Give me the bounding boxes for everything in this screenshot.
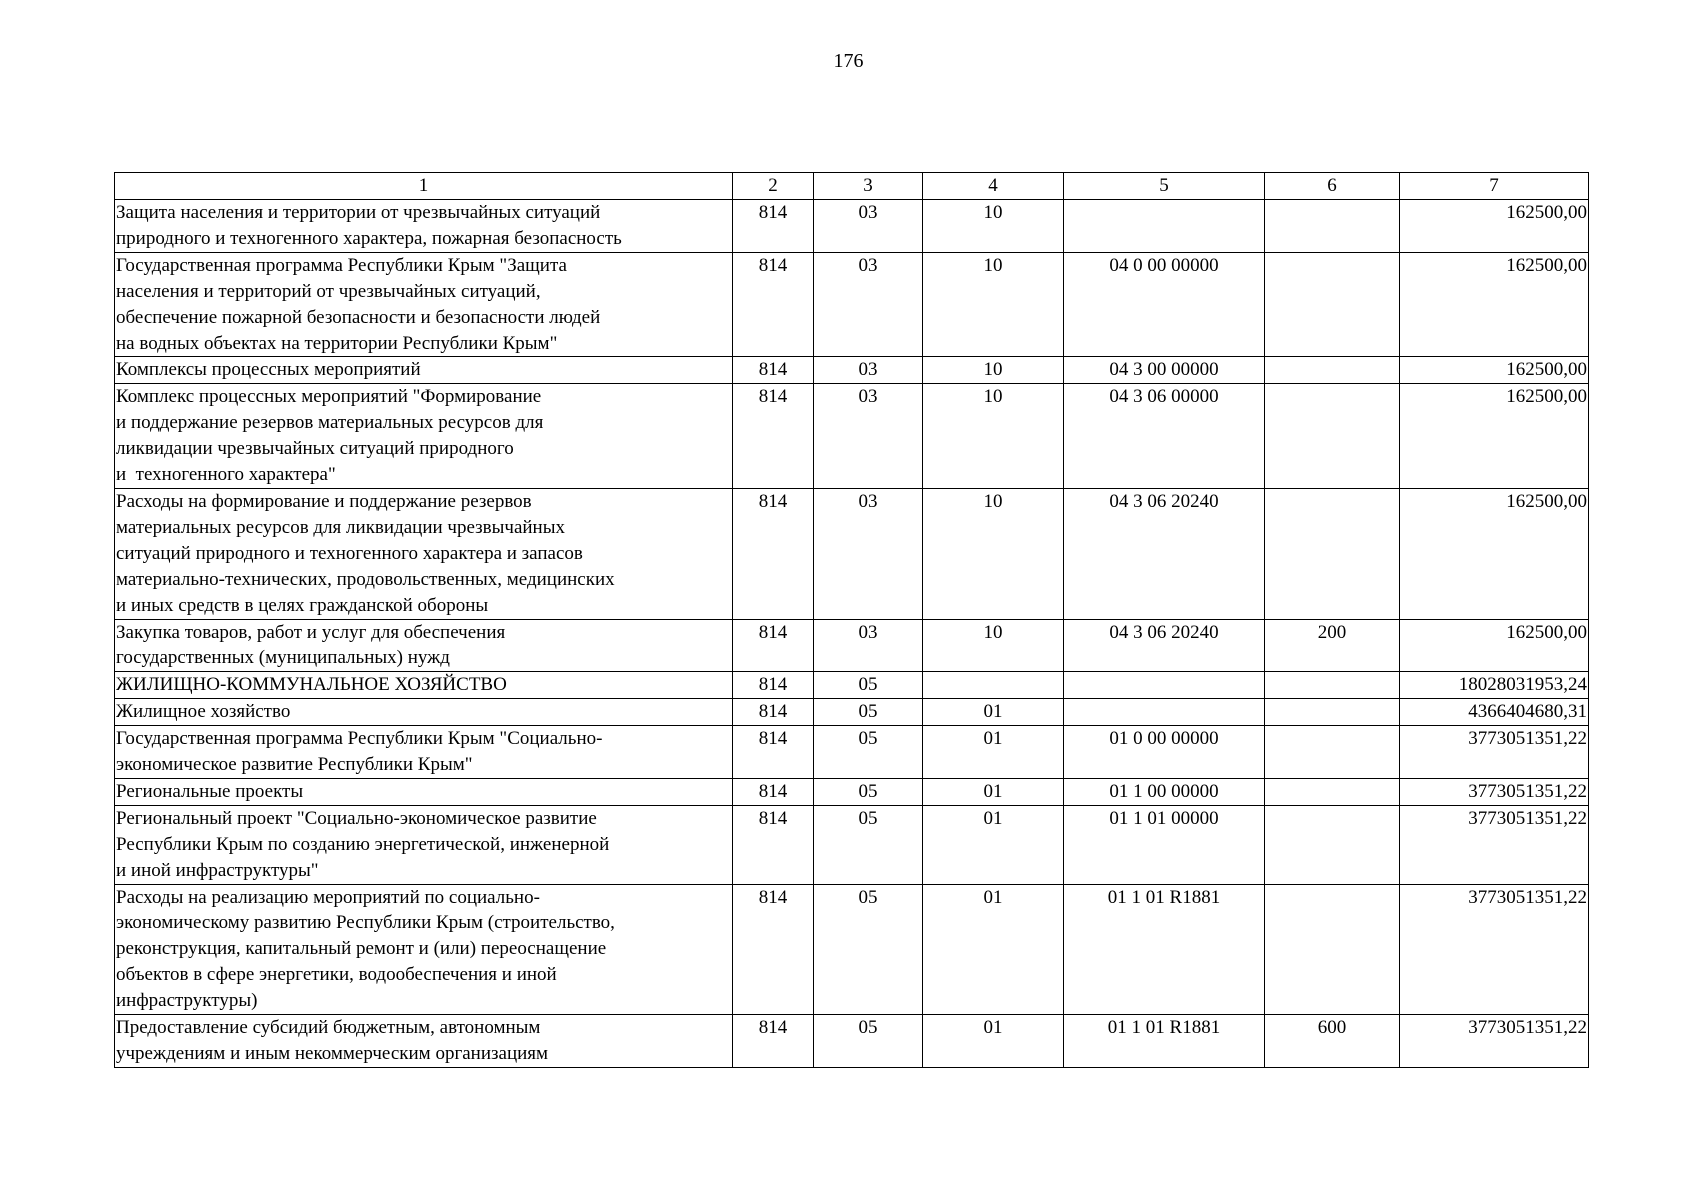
row-name-line: и иных средств в целях гражданской обороны xyxy=(116,594,489,616)
row-name xyxy=(115,252,733,357)
row-ministry-code: 814 xyxy=(733,699,814,726)
row-target-article-code: 01 1 01 R1881 xyxy=(1064,884,1265,1015)
row-name-line: на водных объектах на территории Республики Крым" xyxy=(116,332,558,354)
row-amount: 162500,00 xyxy=(1400,619,1589,672)
row-target-article-code: 04 3 06 00000 xyxy=(1064,384,1265,489)
row-name-line: экономическому развитию Республики Крым (строительство, xyxy=(116,912,615,934)
row-subsection-code: 01 xyxy=(923,805,1064,884)
row-target-article-code: 04 3 06 20240 xyxy=(1064,488,1265,619)
row-subsection-code: 01 xyxy=(923,884,1064,1015)
header-col-5: 5 xyxy=(1064,173,1265,200)
row-name xyxy=(115,699,733,726)
table-row xyxy=(115,726,1589,779)
row-name-line: Государственная программа Республики Крым "Социально- xyxy=(116,728,603,750)
row-target-article-code: 01 1 01 R1881 xyxy=(1064,1015,1265,1068)
table-row xyxy=(115,488,1589,619)
row-name-line: ликвидации чрезвычайных ситуаций природного xyxy=(116,438,514,460)
row-section-code: 03 xyxy=(814,384,923,489)
row-name xyxy=(115,357,733,384)
row-name-line: Республики Крым по созданию энергетической, инженерной xyxy=(116,833,610,855)
row-name-line: и иной инфраструктуры" xyxy=(116,859,319,881)
row-name-line: и поддержание резервов материальных ресурсов для xyxy=(116,412,544,434)
row-expense-type-code xyxy=(1265,699,1400,726)
row-ministry-code: 814 xyxy=(733,1015,814,1068)
row-target-article-code: 01 1 01 00000 xyxy=(1064,805,1265,884)
row-subsection-code: 10 xyxy=(923,200,1064,253)
row-expense-type-code xyxy=(1265,672,1400,699)
table-row xyxy=(115,884,1589,1015)
table-row xyxy=(115,672,1589,699)
table-row xyxy=(115,252,1589,357)
table-row xyxy=(115,384,1589,489)
row-section-code: 03 xyxy=(814,488,923,619)
row-subsection-code: 01 xyxy=(923,1015,1064,1068)
row-name xyxy=(115,1015,733,1068)
row-name-line: реконструкция, капитальный ремонт и (или) переоснащение xyxy=(116,938,607,960)
row-expense-type-code xyxy=(1265,252,1400,357)
row-target-article-code xyxy=(1064,200,1265,253)
row-ministry-code: 814 xyxy=(733,357,814,384)
row-name-line: Жилищное хозяйство xyxy=(116,701,291,723)
row-name-line: Защита населения и территории от чрезвычайных ситуаций xyxy=(116,202,601,223)
row-name-line: экономическое развитие Республики Крым" xyxy=(116,754,473,776)
row-ministry-code: 814 xyxy=(733,778,814,805)
row-expense-type-code: 200 xyxy=(1265,619,1400,672)
header-col-1: 1 xyxy=(115,173,733,200)
row-name-line: Региональный проект "Социально-экономическое развитие xyxy=(116,807,597,829)
row-name xyxy=(115,778,733,805)
row-target-article-code: 01 0 00 00000 xyxy=(1064,726,1265,779)
row-ministry-code: 814 xyxy=(733,488,814,619)
row-amount: 162500,00 xyxy=(1400,384,1589,489)
row-ministry-code: 814 xyxy=(733,726,814,779)
row-expense-type-code xyxy=(1265,884,1400,1015)
row-ministry-code: 814 xyxy=(733,805,814,884)
row-amount: 162500,00 xyxy=(1400,200,1589,253)
row-ministry-code: 814 xyxy=(733,884,814,1015)
row-target-article-code: 04 3 00 00000 xyxy=(1064,357,1265,384)
row-name-line: природного и техногенного характера, пожарная безопасность xyxy=(116,227,622,249)
row-subsection-code: 01 xyxy=(923,778,1064,805)
row-section-code: 05 xyxy=(814,778,923,805)
row-section-code: 03 xyxy=(814,619,923,672)
row-name-line: инфраструктуры) xyxy=(116,990,258,1012)
row-amount: 162500,00 xyxy=(1400,357,1589,384)
row-name-line: Закупка товаров, работ и услуг для обеспечения xyxy=(116,621,506,643)
row-name xyxy=(115,384,733,489)
row-name xyxy=(115,884,733,1015)
row-name-line: Расходы на реализацию мероприятий по социально- xyxy=(116,886,540,908)
row-name xyxy=(115,672,733,699)
row-subsection-code: 10 xyxy=(923,384,1064,489)
row-amount: 3773051351,22 xyxy=(1400,884,1589,1015)
row-amount: 4366404680,31 xyxy=(1400,699,1589,726)
table-row xyxy=(115,805,1589,884)
row-amount: 3773051351,22 xyxy=(1400,805,1589,884)
row-amount: 3773051351,22 xyxy=(1400,778,1589,805)
row-expense-type-code xyxy=(1265,357,1400,384)
row-ministry-code: 814 xyxy=(733,619,814,672)
row-ministry-code: 814 xyxy=(733,200,814,253)
row-expense-type-code xyxy=(1265,726,1400,779)
row-section-code: 05 xyxy=(814,805,923,884)
row-ministry-code: 814 xyxy=(733,252,814,357)
row-amount: 162500,00 xyxy=(1400,488,1589,619)
row-section-code: 03 xyxy=(814,357,923,384)
row-subsection-code: 10 xyxy=(923,252,1064,357)
table-row xyxy=(115,357,1589,384)
table-row xyxy=(115,619,1589,672)
row-ministry-code: 814 xyxy=(733,672,814,699)
row-name-line: объектов в сфере энергетики, водообеспечения и иной xyxy=(116,964,557,986)
row-subsection-code: 10 xyxy=(923,488,1064,619)
row-section-code: 05 xyxy=(814,672,923,699)
row-ministry-code: 814 xyxy=(733,384,814,489)
row-target-article-code: 04 0 00 00000 xyxy=(1064,252,1265,357)
budget-table xyxy=(114,172,1589,1068)
row-name xyxy=(115,726,733,779)
row-expense-type-code xyxy=(1265,384,1400,489)
row-name-line: обеспечение пожарной безопасности и безопасности людей xyxy=(116,306,601,328)
header-col-6: 6 xyxy=(1265,173,1400,200)
header-col-7: 7 xyxy=(1400,173,1589,200)
row-name-line: Государственная программа Республики Крым "Защита xyxy=(116,254,567,276)
row-target-article-code: 01 1 00 00000 xyxy=(1064,778,1265,805)
row-amount: 162500,00 xyxy=(1400,252,1589,357)
row-expense-type-code xyxy=(1265,805,1400,884)
table-row xyxy=(115,200,1589,253)
row-target-article-code: 04 3 06 20240 xyxy=(1064,619,1265,672)
row-name-line: ситуаций природного и техногенного характера и запасов xyxy=(116,542,583,564)
header-row xyxy=(115,173,1589,200)
row-section-code: 05 xyxy=(814,726,923,779)
row-expense-type-code xyxy=(1265,488,1400,619)
row-name xyxy=(115,805,733,884)
row-section-code: 05 xyxy=(814,884,923,1015)
table-row xyxy=(115,699,1589,726)
row-expense-type-code xyxy=(1265,778,1400,805)
row-subsection-code xyxy=(923,672,1064,699)
row-name-line: Расходы на формирование и поддержание резервов xyxy=(116,490,532,512)
row-name-line: Комплексы процессных мероприятий xyxy=(116,359,421,381)
row-subsection-code: 10 xyxy=(923,619,1064,672)
table-body xyxy=(115,200,1589,1068)
row-name xyxy=(115,488,733,619)
row-name-line: Комплекс процессных мероприятий "Формирование xyxy=(116,386,542,408)
row-name-line: государственных (муниципальных) нужд xyxy=(116,647,450,669)
row-name-line: и техногенного характера" xyxy=(116,464,336,486)
table-row xyxy=(115,778,1589,805)
row-section-code: 05 xyxy=(814,699,923,726)
row-section-code: 03 xyxy=(814,200,923,253)
row-name-line: населения и территорий от чрезвычайных ситуаций, xyxy=(116,280,541,302)
row-name-line: Предоставление субсидий бюджетным, автономным xyxy=(116,1017,541,1039)
row-name-line: ЖИЛИЩНО-КОММУНАЛЬНОЕ ХОЗЯЙСТВО xyxy=(116,674,507,696)
row-target-article-code xyxy=(1064,672,1265,699)
table-row xyxy=(115,1015,1589,1068)
row-expense-type-code: 600 xyxy=(1265,1015,1400,1068)
page-number: 176 xyxy=(833,50,864,72)
row-section-code: 05 xyxy=(814,1015,923,1068)
row-amount: 18028031953,24 xyxy=(1400,672,1589,699)
header-col-4: 4 xyxy=(923,173,1064,200)
row-subsection-code: 01 xyxy=(923,699,1064,726)
row-name-line: Региональные проекты xyxy=(116,780,304,802)
row-subsection-code: 01 xyxy=(923,726,1064,779)
row-amount: 3773051351,22 xyxy=(1400,1015,1589,1068)
row-expense-type-code xyxy=(1265,200,1400,253)
row-section-code: 03 xyxy=(814,252,923,357)
row-name-line: учреждениям и иным некоммерческим организациям xyxy=(116,1043,549,1064)
row-name-line: материально-технических, продовольственных, медицинских xyxy=(116,568,615,590)
row-target-article-code xyxy=(1064,699,1265,726)
row-subsection-code: 10 xyxy=(923,357,1064,384)
row-name xyxy=(115,200,733,253)
row-amount: 3773051351,22 xyxy=(1400,726,1589,779)
row-name-line: материальных ресурсов для ликвидации чрезвычайных xyxy=(116,516,565,538)
header-col-2: 2 xyxy=(733,173,814,200)
header-col-3: 3 xyxy=(814,173,923,200)
row-name xyxy=(115,619,733,672)
